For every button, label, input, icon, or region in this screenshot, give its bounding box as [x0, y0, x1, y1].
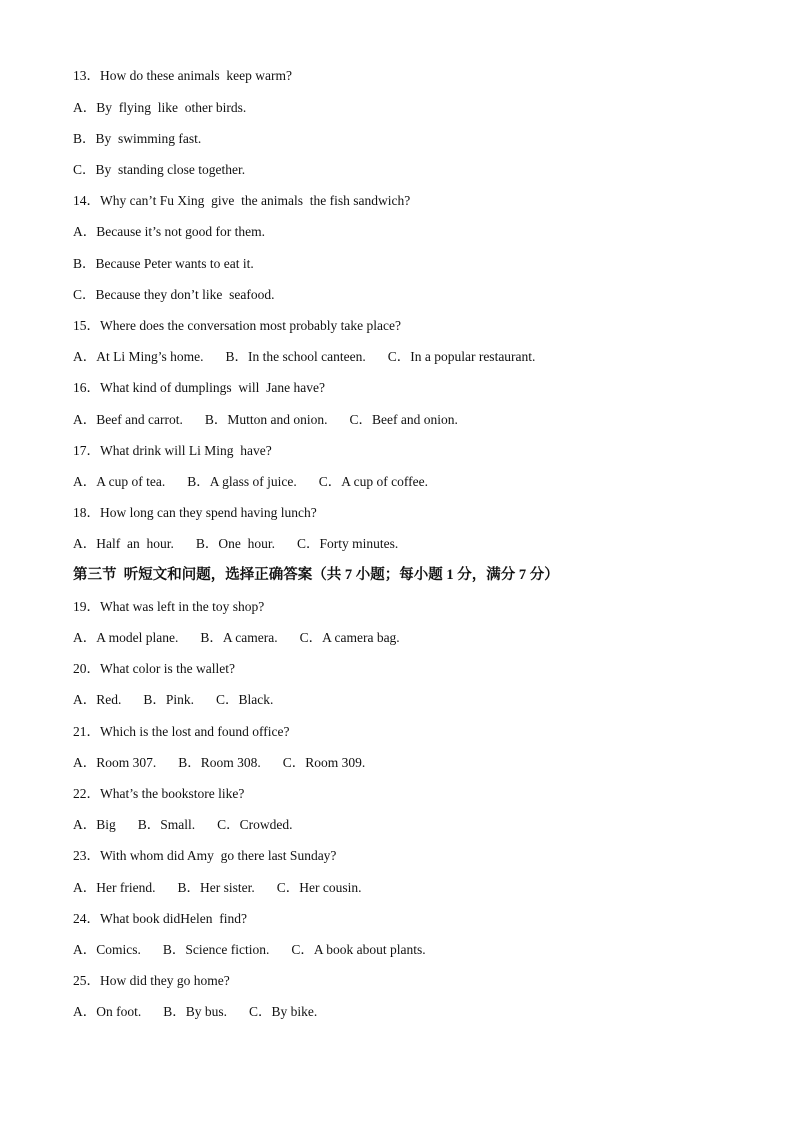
- question-14-option-a: A．Because it’s not good for them.: [73, 224, 265, 239]
- question-17-option-a: A．A cup of tea.: [73, 474, 166, 489]
- question-15-options: [73, 349, 535, 365]
- question-23-option-b: B．Her sister.: [177, 880, 255, 895]
- question-20-stem: 20．What color is the wallet?: [73, 661, 235, 676]
- question-24-options: [73, 942, 426, 958]
- question-21-options: [73, 755, 365, 771]
- question-24-option-c: C．A book about plants.: [291, 942, 426, 957]
- question-22-options: [73, 817, 293, 833]
- question-13-stem: 13．How do these animals keep warm?: [73, 68, 292, 83]
- question-25-stem: 25．How did they go home?: [73, 973, 230, 988]
- question-18-options: [73, 536, 398, 552]
- section-3-heading: 第三节 听短文和问题，选择正确答案（共 7 小题；每小题 1 分，满分 7 分）: [73, 567, 559, 583]
- question-22-stem: 22．What’s the bookstore like?: [73, 786, 245, 801]
- question-18-option-b: B．One hour.: [195, 536, 275, 551]
- question-19-option-c: C．A camera bag.: [299, 630, 400, 645]
- question-22-option-a: A．Big: [73, 817, 116, 832]
- question-17-stem: 17．What drink will Li Ming have?: [73, 443, 272, 458]
- question-17-option-c: C．A cup of coffee.: [318, 474, 428, 489]
- question-15-option-a: A．At Li Ming’s home.: [73, 349, 204, 364]
- question-23-option-c: C．Her cousin.: [276, 880, 362, 895]
- question-16-stem: 16．What kind of dumplings will Jane have?: [73, 380, 325, 395]
- question-23-stem: 23．With whom did Amy go there last Sunday?: [73, 848, 337, 863]
- question-16-options: [73, 412, 458, 428]
- question-24-stem: 24．What book didHelen find?: [73, 911, 247, 926]
- question-21-option-c: C．Room 309.: [282, 755, 366, 770]
- question-22-option-b: B．Small.: [137, 817, 196, 832]
- question-16-option-c: C．Beef and onion.: [349, 412, 458, 427]
- question-21-option-b: B．Room 308.: [178, 755, 261, 770]
- question-15-option-b: B．In the school canteen.: [225, 349, 366, 364]
- question-18-option-c: C．Forty minutes.: [296, 536, 399, 551]
- question-23-options: [73, 880, 361, 896]
- question-19-stem: 19．What was left in the toy shop?: [73, 599, 265, 614]
- question-14-stem: 14．Why can’t Fu Xing give the animals the fish sandwich?: [73, 193, 411, 208]
- question-19-option-b: B．A camera.: [200, 630, 278, 645]
- question-17-option-b: B．A glass of juice.: [187, 474, 297, 489]
- question-17-options: [73, 474, 428, 490]
- question-25-option-c: C．By bike.: [249, 1004, 318, 1019]
- question-18-option-a: A．Half an hour.: [73, 536, 174, 551]
- question-16-option-b: B．Mutton and onion.: [204, 412, 328, 427]
- question-24-option-a: A．Comics.: [73, 942, 141, 957]
- question-20-option-b: B．Pink.: [143, 692, 195, 707]
- question-25-option-b: B．By bus.: [163, 1004, 228, 1019]
- question-19-option-a: A．A model plane.: [73, 630, 179, 645]
- question-20-option-a: A．Red.: [73, 692, 122, 707]
- question-13-option-a: A．By flying like other birds.: [73, 100, 247, 115]
- question-14-option-b: B．Because Peter wants to eat it.: [73, 256, 254, 271]
- question-19-options: [73, 630, 400, 646]
- question-24-option-b: B．Science fiction.: [162, 942, 270, 957]
- question-15-option-c: C．In a popular restaurant.: [387, 349, 536, 364]
- question-13-option-c: C．By standing close together.: [73, 162, 246, 177]
- question-25-options: [73, 1004, 317, 1020]
- question-16-option-a: A．Beef and carrot.: [73, 412, 183, 427]
- question-23-option-a: A．Her friend.: [73, 880, 156, 895]
- question-18-stem: 18．How long can they spend having lunch?: [73, 505, 317, 520]
- question-21-stem: 21．Which is the lost and found office?: [73, 724, 290, 739]
- question-22-option-c: C．Crowded.: [217, 817, 293, 832]
- question-20-option-c: C．Black.: [216, 692, 274, 707]
- question-15-stem: 15．Where does the conversation most probably take place?: [73, 318, 402, 333]
- question-21-option-a: A．Room 307.: [73, 755, 157, 770]
- question-14-option-c: C．Because they don’t like seafood.: [73, 287, 275, 302]
- question-25-option-a: A．On foot.: [73, 1004, 142, 1019]
- question-13-option-b: B．By swimming fast.: [73, 131, 202, 146]
- question-20-options: [73, 692, 273, 708]
